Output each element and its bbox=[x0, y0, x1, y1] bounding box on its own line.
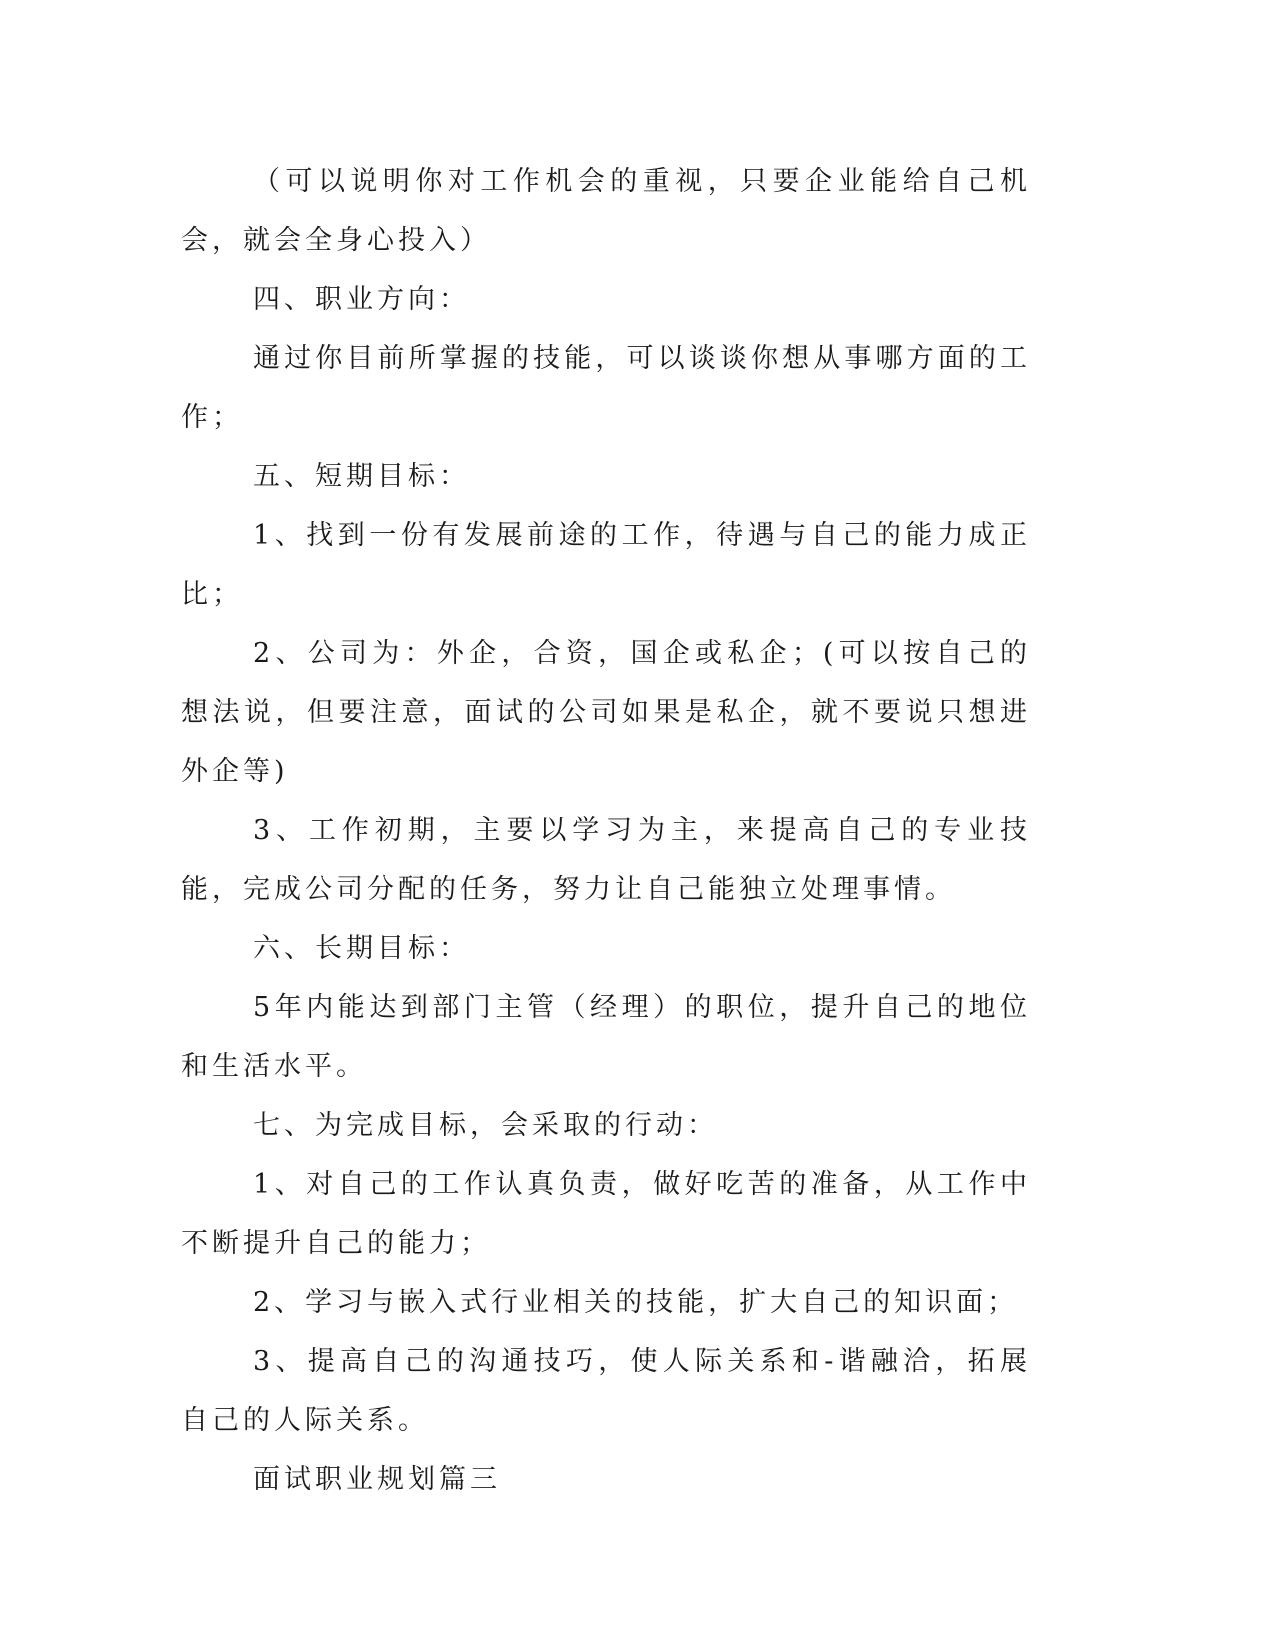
list-item-action-2: 2、学习与嵌入式行业相关的技能，扩大自己的知识面； bbox=[253, 1287, 1019, 1318]
heading-short-term-goals: 五、短期目标： bbox=[253, 461, 470, 492]
list-item-action-3: 3、提高自己的沟通技巧，使人际关系和-谐融洽，拓展自己的人际关系。 bbox=[181, 1346, 1031, 1436]
section-title-part-three: 面试职业规划篇三 bbox=[253, 1464, 501, 1495]
list-item-action-1: 1、对自己的工作认真负责，做好吃苦的准备，从工作中不断提升自己的能力； bbox=[181, 1169, 1031, 1259]
list-item-short-term-3: 3、工作初期，主要以学习为主，来提高自己的专业技能，完成公司分配的任务，努力让自己能独立处理事情。 bbox=[181, 815, 1031, 905]
paragraph-long-term-goals: 5年内能达到部门主管（经理）的职位，提升自己的地位和生活水平。 bbox=[181, 992, 1031, 1082]
list-item-short-term-2: 2、公司为：外企，合资，国企或私企；(可以按自己的想法说，但要注意，面试的公司如果是私企，就不要说只想进外企等) bbox=[181, 638, 1031, 787]
paragraph-career-direction: 通过你目前所掌握的技能，可以谈谈你想从事哪方面的工作； bbox=[181, 343, 1031, 433]
heading-career-direction: 四、职业方向： bbox=[253, 284, 470, 315]
heading-actions: 七、为完成目标，会采取的行动： bbox=[253, 1110, 718, 1141]
paragraph-intro-note: （可以说明你对工作机会的重视，只要企业能给自己机会，就会全身心投入） bbox=[181, 166, 1031, 256]
list-item-short-term-1: 1、找到一份有发展前途的工作，待遇与自己的能力成正比； bbox=[181, 520, 1031, 610]
heading-long-term-goals: 六、长期目标： bbox=[253, 933, 470, 964]
document-body bbox=[181, 152, 1031, 1509]
